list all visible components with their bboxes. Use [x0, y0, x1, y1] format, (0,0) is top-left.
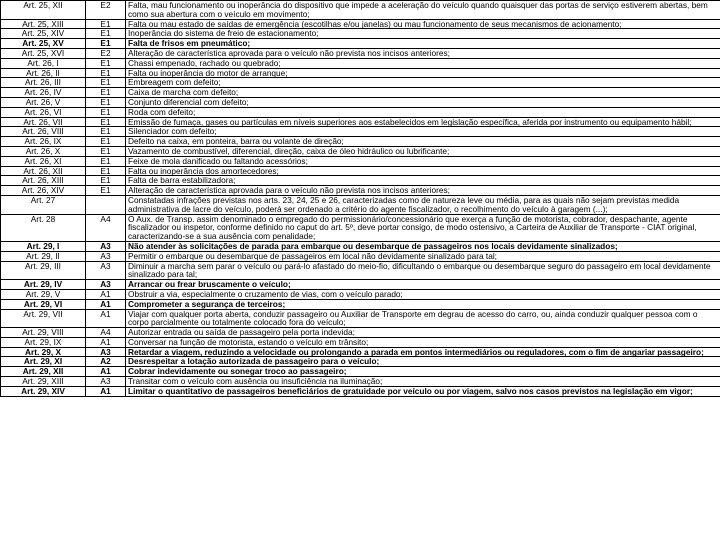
description-cell: Autorizar entrada ou saída de passageiro pela porta indevida; [126, 328, 720, 338]
table-row [1, 58, 720, 68]
article-cell: Art. 25, XVI [1, 48, 86, 58]
article-cell: Art. 26, II [1, 68, 86, 78]
description-cell: Comprometer a segurança de terceiros; [126, 299, 720, 309]
severity-code-cell: E1 [86, 107, 126, 117]
article-cell: Art. 26, VIII [1, 127, 86, 137]
description-cell: Roda com defeito; [126, 107, 720, 117]
article-cell: Art. 26, I [1, 58, 86, 68]
description-cell: Vazamento de combustível, diferencial, direção, caixa de óleo hidráulico ou lubrificante; [126, 146, 720, 156]
severity-code-cell: E1 [86, 176, 126, 186]
table-row [1, 137, 720, 147]
article-cell: Art. 29, IV [1, 280, 86, 290]
article-cell: Art. 29, IX [1, 337, 86, 347]
severity-code-cell: A1 [86, 386, 126, 396]
table-row [1, 29, 720, 39]
severity-code-cell: A3 [86, 261, 126, 280]
severity-code-cell: E1 [86, 58, 126, 68]
table-row [1, 328, 720, 338]
severity-code-cell: A4 [86, 328, 126, 338]
severity-code-cell: E2 [86, 1, 126, 20]
article-cell: Art. 26, XIV [1, 186, 86, 196]
table-row [1, 97, 720, 107]
table-row [1, 19, 720, 29]
description-cell: Constatadas infrações previstas nos arts. 23, 24, 25 e 26, caracterizadas como de natureza leve ou média, para as quais não sejam previstas medida administrativa de lacre do veículo, poderá ser ordenado a critério do agente fiscalizador, o recolhimento do veículo à garagem (...); [126, 195, 720, 214]
article-cell: Art. 29, XI [1, 357, 86, 367]
severity-code-cell: E1 [86, 127, 126, 137]
table-row [1, 127, 720, 137]
severity-code-cell: E2 [86, 48, 126, 58]
description-cell: Permitir o embarque ou desembarque de passageiros em local não devidamente sinalizado para tal; [126, 251, 720, 261]
severity-code-cell: E1 [86, 166, 126, 176]
severity-code-cell: A4 [86, 214, 126, 241]
article-cell: Art. 29, II [1, 251, 86, 261]
description-cell: Obstruir a via, especialmente o cruzamento de vias, com o veículo parado; [126, 289, 720, 299]
table-row [1, 146, 720, 156]
description-cell: Silenciador com defeito; [126, 127, 720, 137]
article-cell: Art. 26, XIII [1, 176, 86, 186]
severity-code-cell: A1 [86, 367, 126, 377]
severity-code-cell: E1 [86, 19, 126, 29]
article-cell: Art. 27 [1, 195, 86, 214]
table-row [1, 367, 720, 377]
severity-code-cell: E1 [86, 29, 126, 39]
description-cell: Limitar o quantitativo de passageiros beneficiários de gratuidade por veículo ou por viagem, salvo nos casos previstos na legislação em vigor; [126, 386, 720, 396]
severity-code-cell: E1 [86, 97, 126, 107]
article-cell: Art. 29, VI [1, 299, 86, 309]
severity-code-cell: A3 [86, 347, 126, 357]
article-cell: Art. 29, I [1, 241, 86, 251]
severity-code-cell: A3 [86, 251, 126, 261]
table-row [1, 186, 720, 196]
table-row [1, 1, 720, 20]
article-cell: Art. 25, XII [1, 1, 86, 20]
description-cell: Falta ou mau estado de saídas de emergência (escotilhas e/ou janelas) ou mau funcionamento de seus mecanismos de acionamento; [126, 19, 720, 29]
article-cell: Art. 26, III [1, 78, 86, 88]
article-cell: Art. 25, XIV [1, 29, 86, 39]
table-row [1, 347, 720, 357]
description-cell: Falta, mau funcionamento ou inoperância do dispositivo que impede a aceleração do veículo quando quaisquer das portas de serviço estiverem abertas, bem como sua abertura com o veículo em movimento; [126, 1, 720, 20]
article-cell: Art. 29, XII [1, 367, 86, 377]
table-row [1, 357, 720, 367]
description-cell: Falta de frisos em pneumático; [126, 39, 720, 49]
severity-code-cell: A1 [86, 299, 126, 309]
article-cell: Art. 28 [1, 214, 86, 241]
description-cell: Não atender às solicitações de parada para embarque ou desembarque de passageiros nos locais devidamente sinalizados; [126, 241, 720, 251]
table-row [1, 337, 720, 347]
table-row [1, 176, 720, 186]
description-cell: Alteração de característica aprovada para o veículo não prevista nos incisos anteriores; [126, 48, 720, 58]
article-cell: Art. 29, V [1, 289, 86, 299]
article-cell: Art. 26, XI [1, 156, 86, 166]
table-row [1, 68, 720, 78]
severity-code-cell: E1 [86, 88, 126, 98]
severity-code-cell: E1 [86, 137, 126, 147]
table-row [1, 280, 720, 290]
article-cell: Art. 26, XII [1, 166, 86, 176]
table-row [1, 88, 720, 98]
table-row [1, 48, 720, 58]
article-cell: Art. 29, X [1, 347, 86, 357]
description-cell: Viajar com qualquer porta aberta, conduzir passageiro ou Auxiliar de Transporte em degrau de acesso do carro, ou, ainda conduzir qualquer pessoa com o corpo parcialmente ou totalmente colocado fora do veículo; [126, 309, 720, 328]
description-cell: Retardar a viagem, reduzindo a velocidade ou prolongando a parada em pontos intermediários ou reguladores, com o fim de angariar passageiro; [126, 347, 720, 357]
article-cell: Art. 29, VII [1, 309, 86, 328]
article-cell: Art. 25, XIII [1, 19, 86, 29]
description-cell: Defeito na caixa, em ponteira, barra ou volante de direção; [126, 137, 720, 147]
article-cell: Art. 25, XV [1, 39, 86, 49]
description-cell: Alteração de característica aprovada para o veículo não prevista nos incisos anteriores; [126, 186, 720, 196]
description-cell: Feixe de mola danificado ou faltando acessórios; [126, 156, 720, 166]
severity-code-cell: E1 [86, 68, 126, 78]
table-row [1, 78, 720, 88]
article-cell: Art. 26, X [1, 146, 86, 156]
description-cell: Caixa de marcha com defeito; [126, 88, 720, 98]
severity-code-cell: A1 [86, 289, 126, 299]
article-cell: Art. 26, V [1, 97, 86, 107]
severity-code-cell: A3 [86, 241, 126, 251]
table-row [1, 261, 720, 280]
severity-code-cell [86, 195, 126, 214]
severity-code-cell: A3 [86, 377, 126, 387]
article-cell: Art. 26, VII [1, 117, 86, 127]
table-row [1, 166, 720, 176]
article-cell: Art. 29, XIII [1, 377, 86, 387]
description-cell: Inoperância do sistema de freio de estacionamento; [126, 29, 720, 39]
severity-code-cell: E1 [86, 117, 126, 127]
article-cell: Art. 26, IV [1, 88, 86, 98]
severity-code-cell: E1 [86, 78, 126, 88]
article-cell: Art. 29, VIII [1, 328, 86, 338]
severity-code-cell: A2 [86, 357, 126, 367]
table-row [1, 251, 720, 261]
severity-code-cell: E1 [86, 146, 126, 156]
description-cell: Conjunto diferencial com defeito; [126, 97, 720, 107]
description-cell: Falta ou inoperância do motor de arranque; [126, 68, 720, 78]
table-row [1, 39, 720, 49]
table-row [1, 299, 720, 309]
description-cell: Transitar com o veículo com ausência ou insuficiência na iluminação; [126, 377, 720, 387]
table-row [1, 214, 720, 241]
severity-code-cell: E1 [86, 186, 126, 196]
severity-code-cell: A1 [86, 337, 126, 347]
description-cell: Falta ou inoperância dos amortecedores; [126, 166, 720, 176]
description-cell: Falta de barra estabilizadora; [126, 176, 720, 186]
description-cell: Emissão de fumaça, gases ou partículas em níveis superiores aos estabelecidos em legislação específica, aferida por instrumento ou equipamento hábil; [126, 117, 720, 127]
severity-code-cell: A3 [86, 280, 126, 290]
table-row [1, 289, 720, 299]
description-cell: Diminuir a marcha sem parar o veículo ou pará-lo afastado do meio-fio, dificultando o embarque ou desembarque seguro do passageiro em local devidamente sinalizado para tal; [126, 261, 720, 280]
description-cell: Conversar na função de motorista, estando o veículo em trânsito; [126, 337, 720, 347]
article-cell: Art. 26, VI [1, 107, 86, 117]
description-cell: O Aux. de Transp. assim denominado o empregado do permissionário/concessionário que exerça a função de motorista, cobrador, despachante, agente fiscalizador ou inspetor, conforme definido no caput do art. 5º, deve portar consigo, de modo ostensivo, a Carteira de Auxiliar de Transporte - CIAT original, caracterizando-se a sua ausência com penalidade; [126, 214, 720, 241]
description-cell: Chassi empenado, rachado ou quebrado; [126, 58, 720, 68]
severity-code-cell: E1 [86, 156, 126, 166]
table-row [1, 309, 720, 328]
table-row [1, 241, 720, 251]
table-row [1, 377, 720, 387]
table-row [1, 107, 720, 117]
article-cell: Art. 26, IX [1, 137, 86, 147]
description-cell: Arrancar ou frear bruscamente o veículo; [126, 280, 720, 290]
description-cell: Cobrar indevidamente ou sonegar troco ao passageiro; [126, 367, 720, 377]
table-row [1, 195, 720, 214]
description-cell: Embreagem com defeito; [126, 78, 720, 88]
table-row [1, 117, 720, 127]
infractions-table-body [1, 1, 720, 397]
description-cell: Desrespeitar a lotação autorizada de passageiro para o veículo; [126, 357, 720, 367]
article-cell: Art. 29, XIV [1, 386, 86, 396]
table-row [1, 386, 720, 396]
severity-code-cell: A1 [86, 309, 126, 328]
table-row [1, 156, 720, 166]
severity-code-cell: E1 [86, 39, 126, 49]
article-cell: Art. 29, III [1, 261, 86, 280]
